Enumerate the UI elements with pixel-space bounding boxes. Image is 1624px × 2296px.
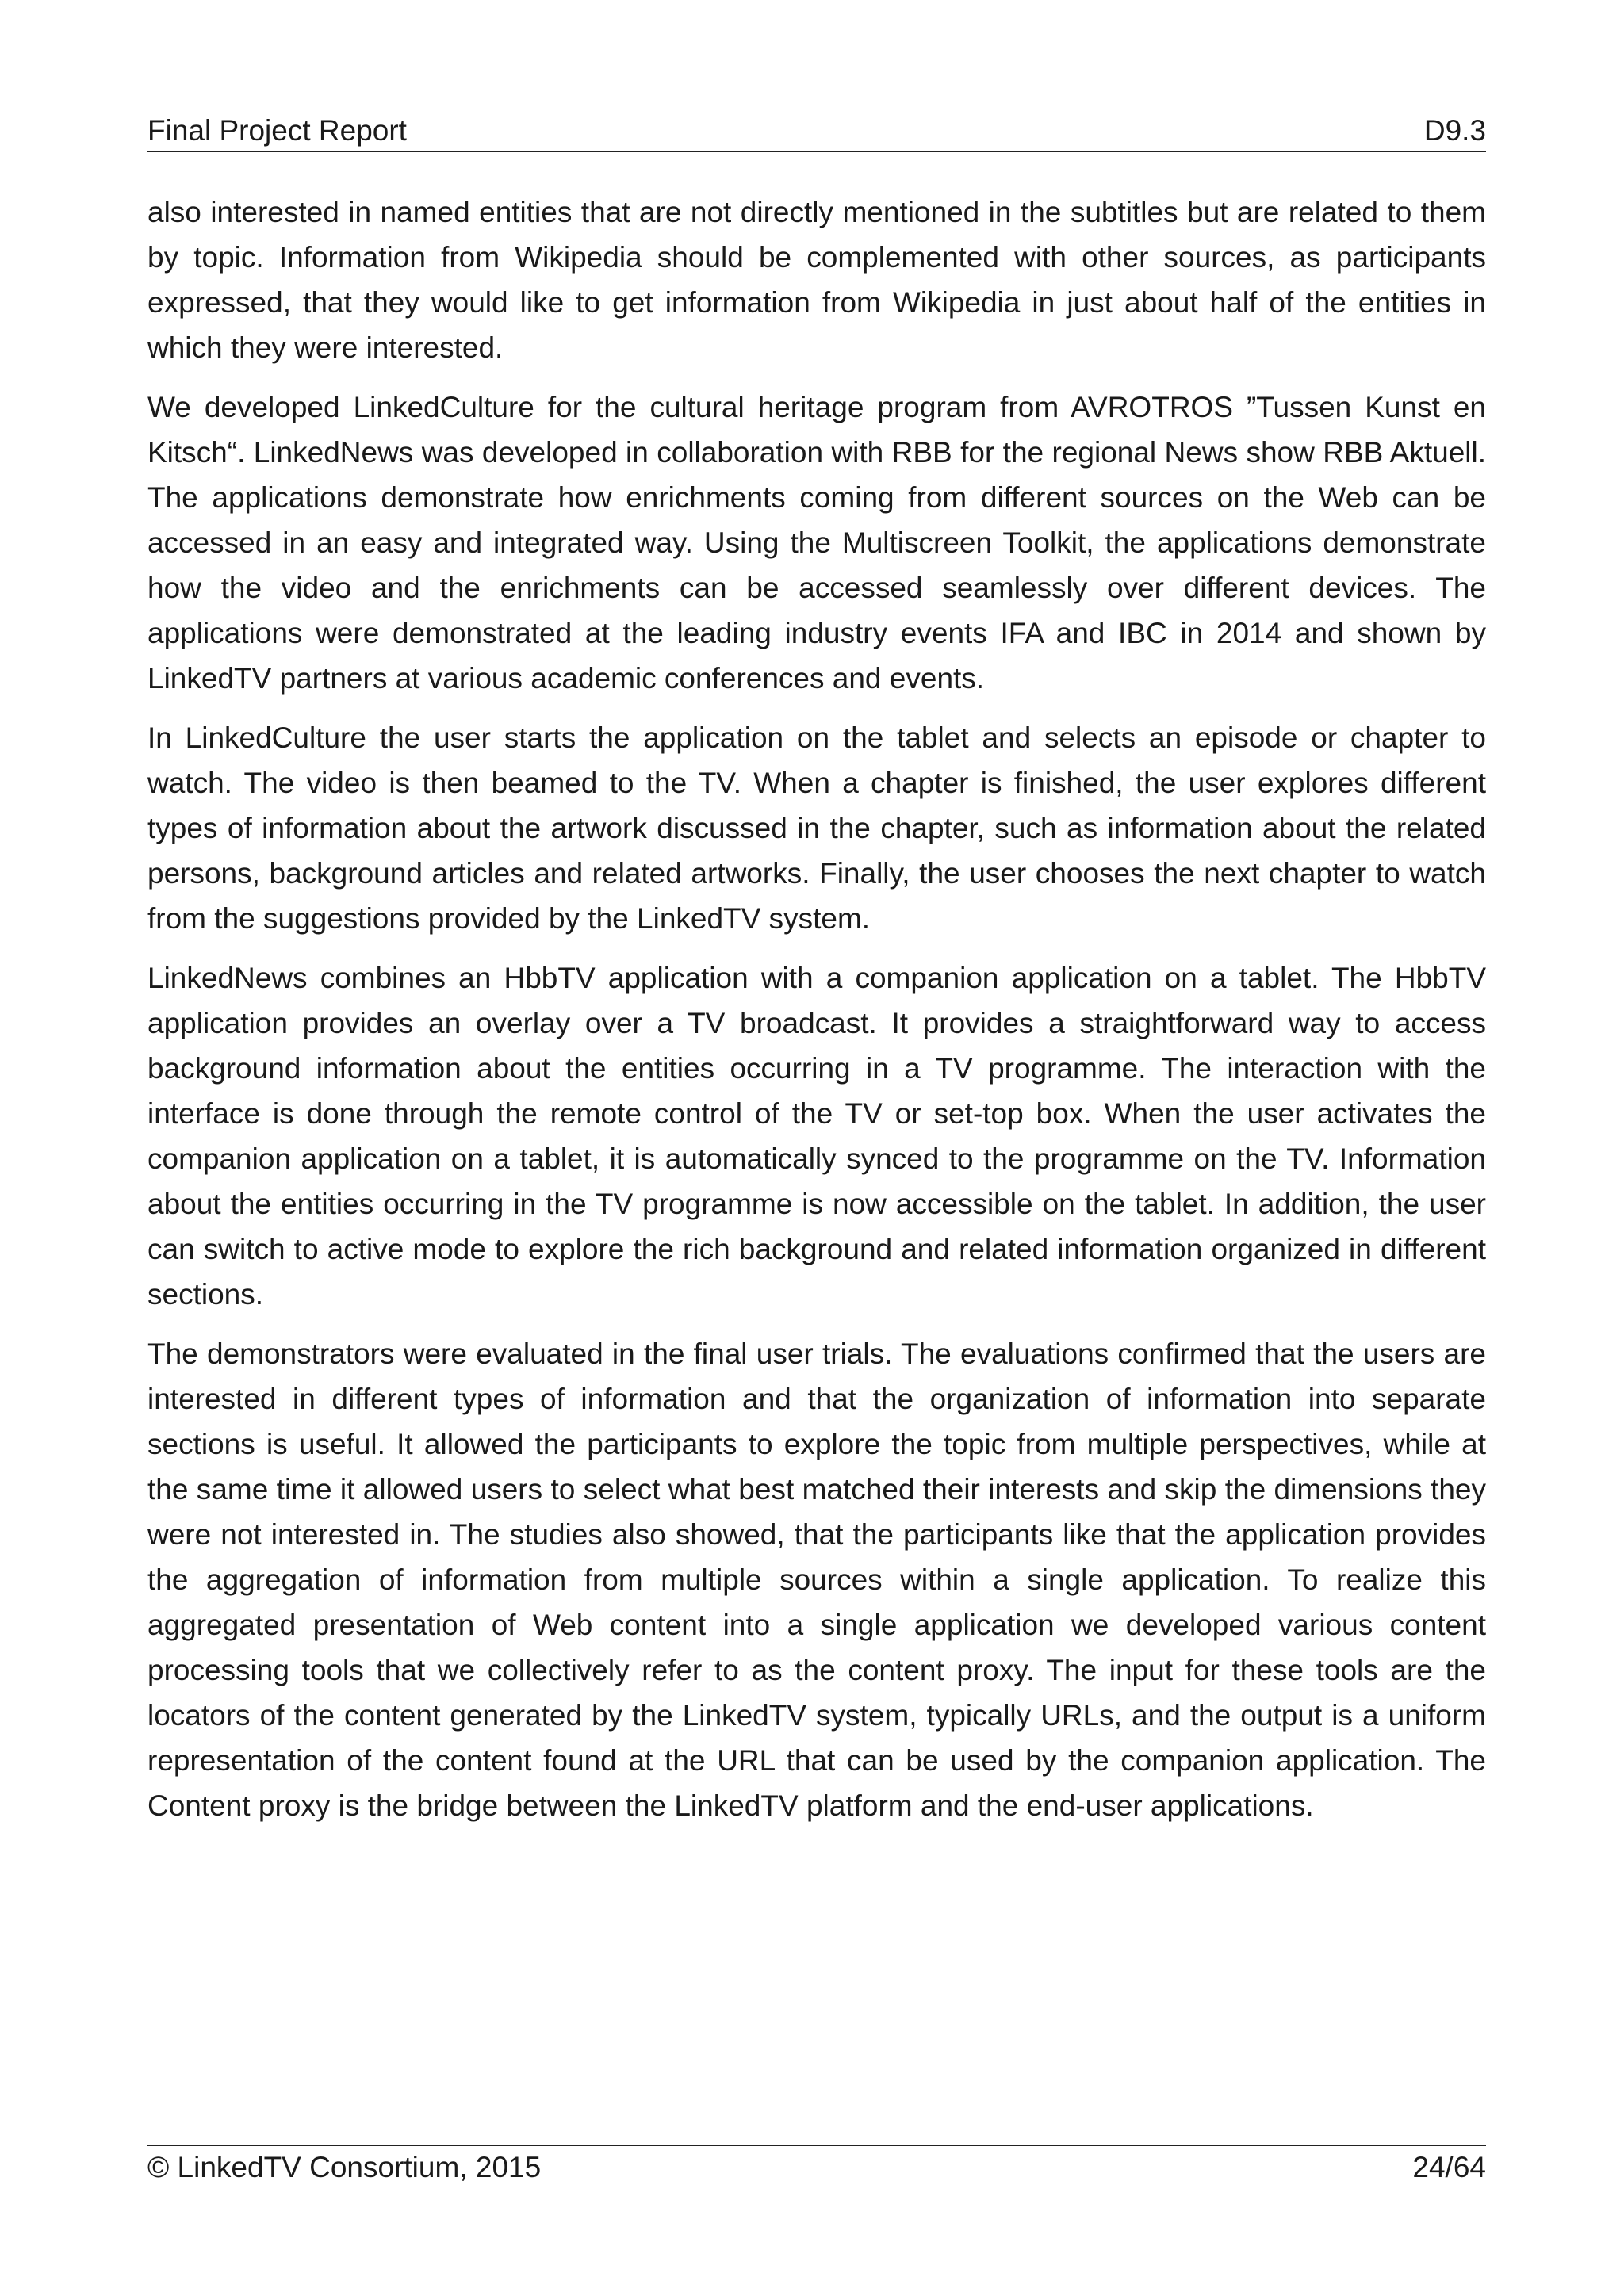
copyright-notice: © LinkedTV Consortium, 2015	[147, 2151, 542, 2183]
page-number: 24/64	[1412, 2151, 1486, 2183]
body-text	[147, 189, 1486, 1843]
page-footer	[147, 2145, 1486, 2186]
page-header	[147, 111, 1486, 152]
document-title: Final Project Report	[147, 114, 407, 147]
paragraph: In LinkedCulture the user starts the application on the tablet and selects an episode or chapter to watch. The video is then beamed to the TV. When a chapter is finished, the user explores different types of information about the artwork discussed in the chapter, such as information about the related persons, background articles and related artworks. Finally, the user chooses the next chapter to watch from the suggestions provided by the LinkedTV system.	[147, 721, 1486, 935]
paragraph: We developed LinkedCulture for the cultural heritage program from AVROTROS ”Tussen Kunst en Kitsch“. LinkedNews was developed in collaboration with RBB for the regional News show RBB Aktuell. The applications demonstrate how enrichments coming from different sources on the Web can be accessed in an easy and integrated way. Using the Multiscreen Toolkit, the applications demonstrate how the video and the enrichments can be accessed seamlessly over different devices. The applications were demonstrated at the leading industry events IFA and IBC in 2014 and shown by LinkedTV partners at various academic conferences and events.	[147, 391, 1486, 695]
paragraph: also interested in named entities that are not directly mentioned in the subtitles but are related to them by topic. Information from Wikipedia should be complemented with other sources, as participants expressed, that they would like to get information from Wikipedia in just about half of the entities in which they were interested.	[147, 196, 1486, 364]
paragraph: The demonstrators were evaluated in the final user trials. The evaluations confirmed that the users are interested in different types of information and that the organization of information into separate sections is useful. It allowed the participants to explore the topic from multiple perspectives, while at the same time it allowed users to select what best matched their interests and skip the dimensions they were not interested in. The studies also showed, that the participants like that the application provides the aggregation of information from multiple sources within a single application. To realize this aggregated presentation of Web content into a single application we developed various content processing tools that we collectively refer to as the content proxy. The input for these tools are the locators of the content generated by the LinkedTV system, typically URLs, and the output is a uniform representation of the content found at the URL that can be used by the companion application. The Content proxy is the bridge between the LinkedTV platform and the end-user applications.	[147, 1337, 1486, 1822]
paragraph: LinkedNews combines an HbbTV application with a companion application on a tablet. The HbbTV application provides an overlay over a TV broadcast. It provides a straightforward way to access background information about the entities occurring in a TV programme. The interaction with the interface is done through the remote control of the TV or set-top box. When the user activates the companion application on a tablet, it is automatically synced to the programme on the TV. Information about the entities occurring in the TV programme is now accessible on the tablet. In addition, the user can switch to active mode to explore the rich background and related information organized in different sections.	[147, 962, 1486, 1311]
deliverable-id: D9.3	[1423, 114, 1486, 147]
